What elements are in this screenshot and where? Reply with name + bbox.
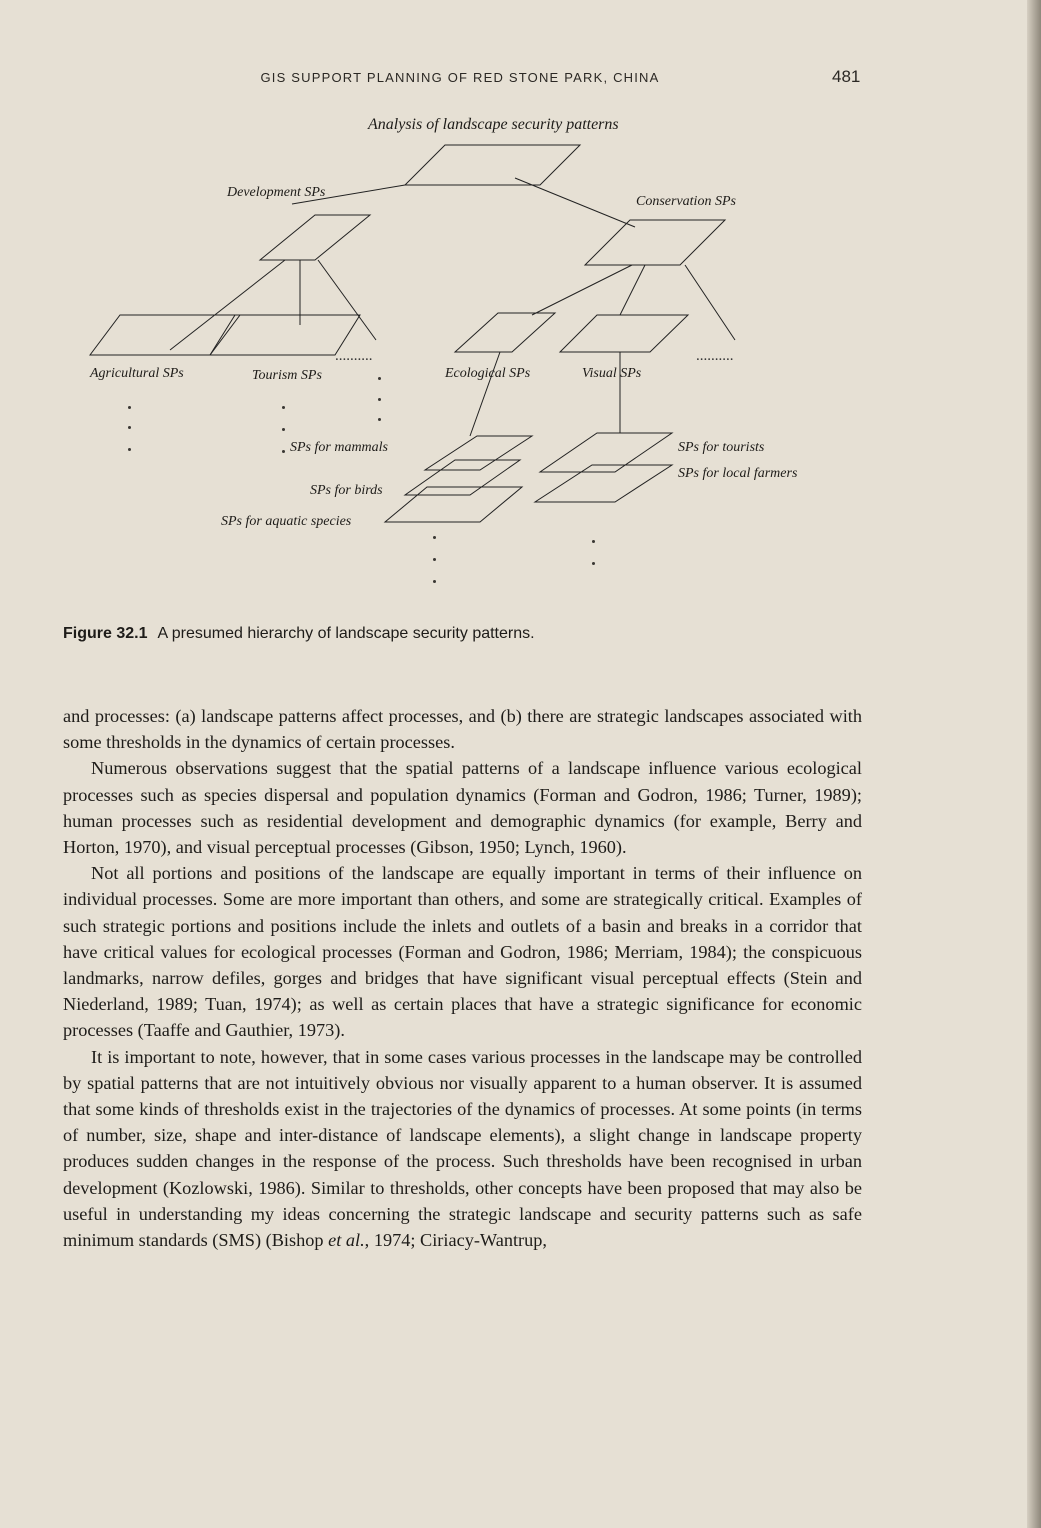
label-development: Development SPs bbox=[227, 185, 326, 200]
label-visual: Visual SPs bbox=[582, 366, 642, 381]
continuation-dot bbox=[378, 418, 381, 421]
connector-eco bbox=[532, 265, 632, 315]
label-birds: SPs for birds bbox=[310, 483, 383, 498]
continuation-dot bbox=[282, 428, 285, 431]
label-analysis: Analysis of landscape security patterns bbox=[368, 116, 619, 133]
running-header: GIS SUPPORT PLANNING OF RED STONE PARK, CHINA bbox=[260, 70, 660, 85]
paragraph: Not all portions and positions of the landscape are equally important in terms of their influence on individual processes. Some are more important than others, and some are strategically critical. Examples of such strategic portions and positions include the inlets and outlets of a basin and breaks in a corridor that have critical values for ecological processes (Forman and Godron, 1986; Merriam, 1984); the conspicuous landmarks, narrow defiles, gorges and bridges that have significant visual perceptual effects (Stein and Niederland, 1989; Tuan, 1974); as well as certain places that have a strategic significance for economic processes (Taaffe and Gauthier, 1973). bbox=[63, 863, 862, 1041]
plane-farmers bbox=[535, 465, 672, 502]
page-number: 481 bbox=[832, 67, 861, 86]
paragraph: and processes: (a) landscape patterns affect processes, and (b) there are strategic landscapes associated with some thresholds in the dynamics of certain processes. bbox=[63, 706, 862, 753]
paragraph-end: , 1974; Ciriacy-Wantrup, bbox=[364, 1230, 547, 1251]
label-ecological: Ecological SPs bbox=[445, 366, 531, 381]
body-text bbox=[63, 703, 862, 1253]
continuation-dot bbox=[282, 450, 285, 453]
figure-caption bbox=[63, 625, 863, 643]
connector-conservation bbox=[515, 178, 635, 227]
label-aquatic: SPs for aquatic species bbox=[221, 514, 352, 529]
continuation-dot bbox=[128, 448, 131, 451]
plane-development bbox=[260, 215, 370, 260]
label-farmers: SPs for local farmers bbox=[678, 466, 798, 481]
continuation-dot bbox=[128, 406, 131, 409]
hierarchy-figure bbox=[60, 100, 860, 600]
plane-tourists bbox=[540, 433, 672, 472]
ellipsis-development: .......... bbox=[335, 348, 373, 364]
page-edge bbox=[1027, 0, 1041, 1528]
ellipsis-conservation: .......... bbox=[696, 348, 734, 364]
connector-agri bbox=[170, 260, 285, 350]
connector-eco-down bbox=[470, 352, 500, 436]
plane-ecological bbox=[455, 313, 555, 352]
plane-aquatic bbox=[385, 487, 522, 522]
continuation-dot bbox=[592, 540, 595, 543]
continuation-dot bbox=[378, 377, 381, 380]
paragraph bbox=[63, 1044, 862, 1254]
et-al: et al. bbox=[328, 1230, 365, 1251]
paragraph: Numerous observations suggest that the spatial patterns of a landscape influence various ecological processes such as species dispersal and population dynamics (Forman and Godron, 1986; Turner, 1989); human processes such as residential development and demographic dynamics (for example, Berry and Horton, 1970), and visual perceptual processes (Gibson, 1950; Lynch, 1960). bbox=[63, 758, 862, 858]
connector-more-cons bbox=[685, 265, 735, 340]
label-tourism: Tourism SPs bbox=[252, 368, 322, 383]
label-conservation: Conservation SPs bbox=[636, 194, 736, 209]
continuation-dot bbox=[282, 406, 285, 409]
paragraph-text: It is important to note, however, that in some cases various processes in the landscape may be controlled by spatial patterns that are not intuitively obvious nor visually apparent to a human observer. It is assumed that some kinds of thresholds exist in the trajectories of the dynamics of processes. At some points (in terms of number, size, shape and inter-distance of landscape elements), a slight change in landscape property produces sudden changes in the response of the process. Such thresholds have been recognised in urban development (Kozlowski, 1986). Similar to thresholds, other concepts have been proposed that may also be useful in understanding my ideas concerning the strategic landscape and security patterns such as safe minimum standards (SMS) (Bishop bbox=[63, 1046, 862, 1251]
continuation-dot bbox=[433, 580, 436, 583]
plane-birds bbox=[405, 460, 520, 495]
plane-analysis bbox=[405, 145, 580, 185]
caption-text: A presumed hierarchy of landscape security patterns. bbox=[157, 625, 535, 642]
hierarchy-diagram bbox=[60, 100, 860, 600]
continuation-dot bbox=[592, 562, 595, 565]
plane-agricultural bbox=[90, 315, 240, 355]
continuation-dot bbox=[128, 426, 131, 429]
label-agricultural: Agricultural SPs bbox=[90, 366, 184, 381]
continuation-dot bbox=[378, 398, 381, 401]
connector-more-dev bbox=[318, 260, 376, 340]
continuation-dot bbox=[433, 536, 436, 539]
caption-label: Figure 32.1 bbox=[63, 625, 148, 642]
plane-visual bbox=[560, 315, 688, 352]
label-mammals: SPs for mammals bbox=[290, 440, 389, 455]
plane-mammals bbox=[425, 436, 532, 470]
connector-visual bbox=[620, 265, 645, 315]
continuation-dot bbox=[433, 558, 436, 561]
label-tourists: SPs for tourists bbox=[678, 440, 765, 455]
plane-conservation bbox=[585, 220, 725, 265]
